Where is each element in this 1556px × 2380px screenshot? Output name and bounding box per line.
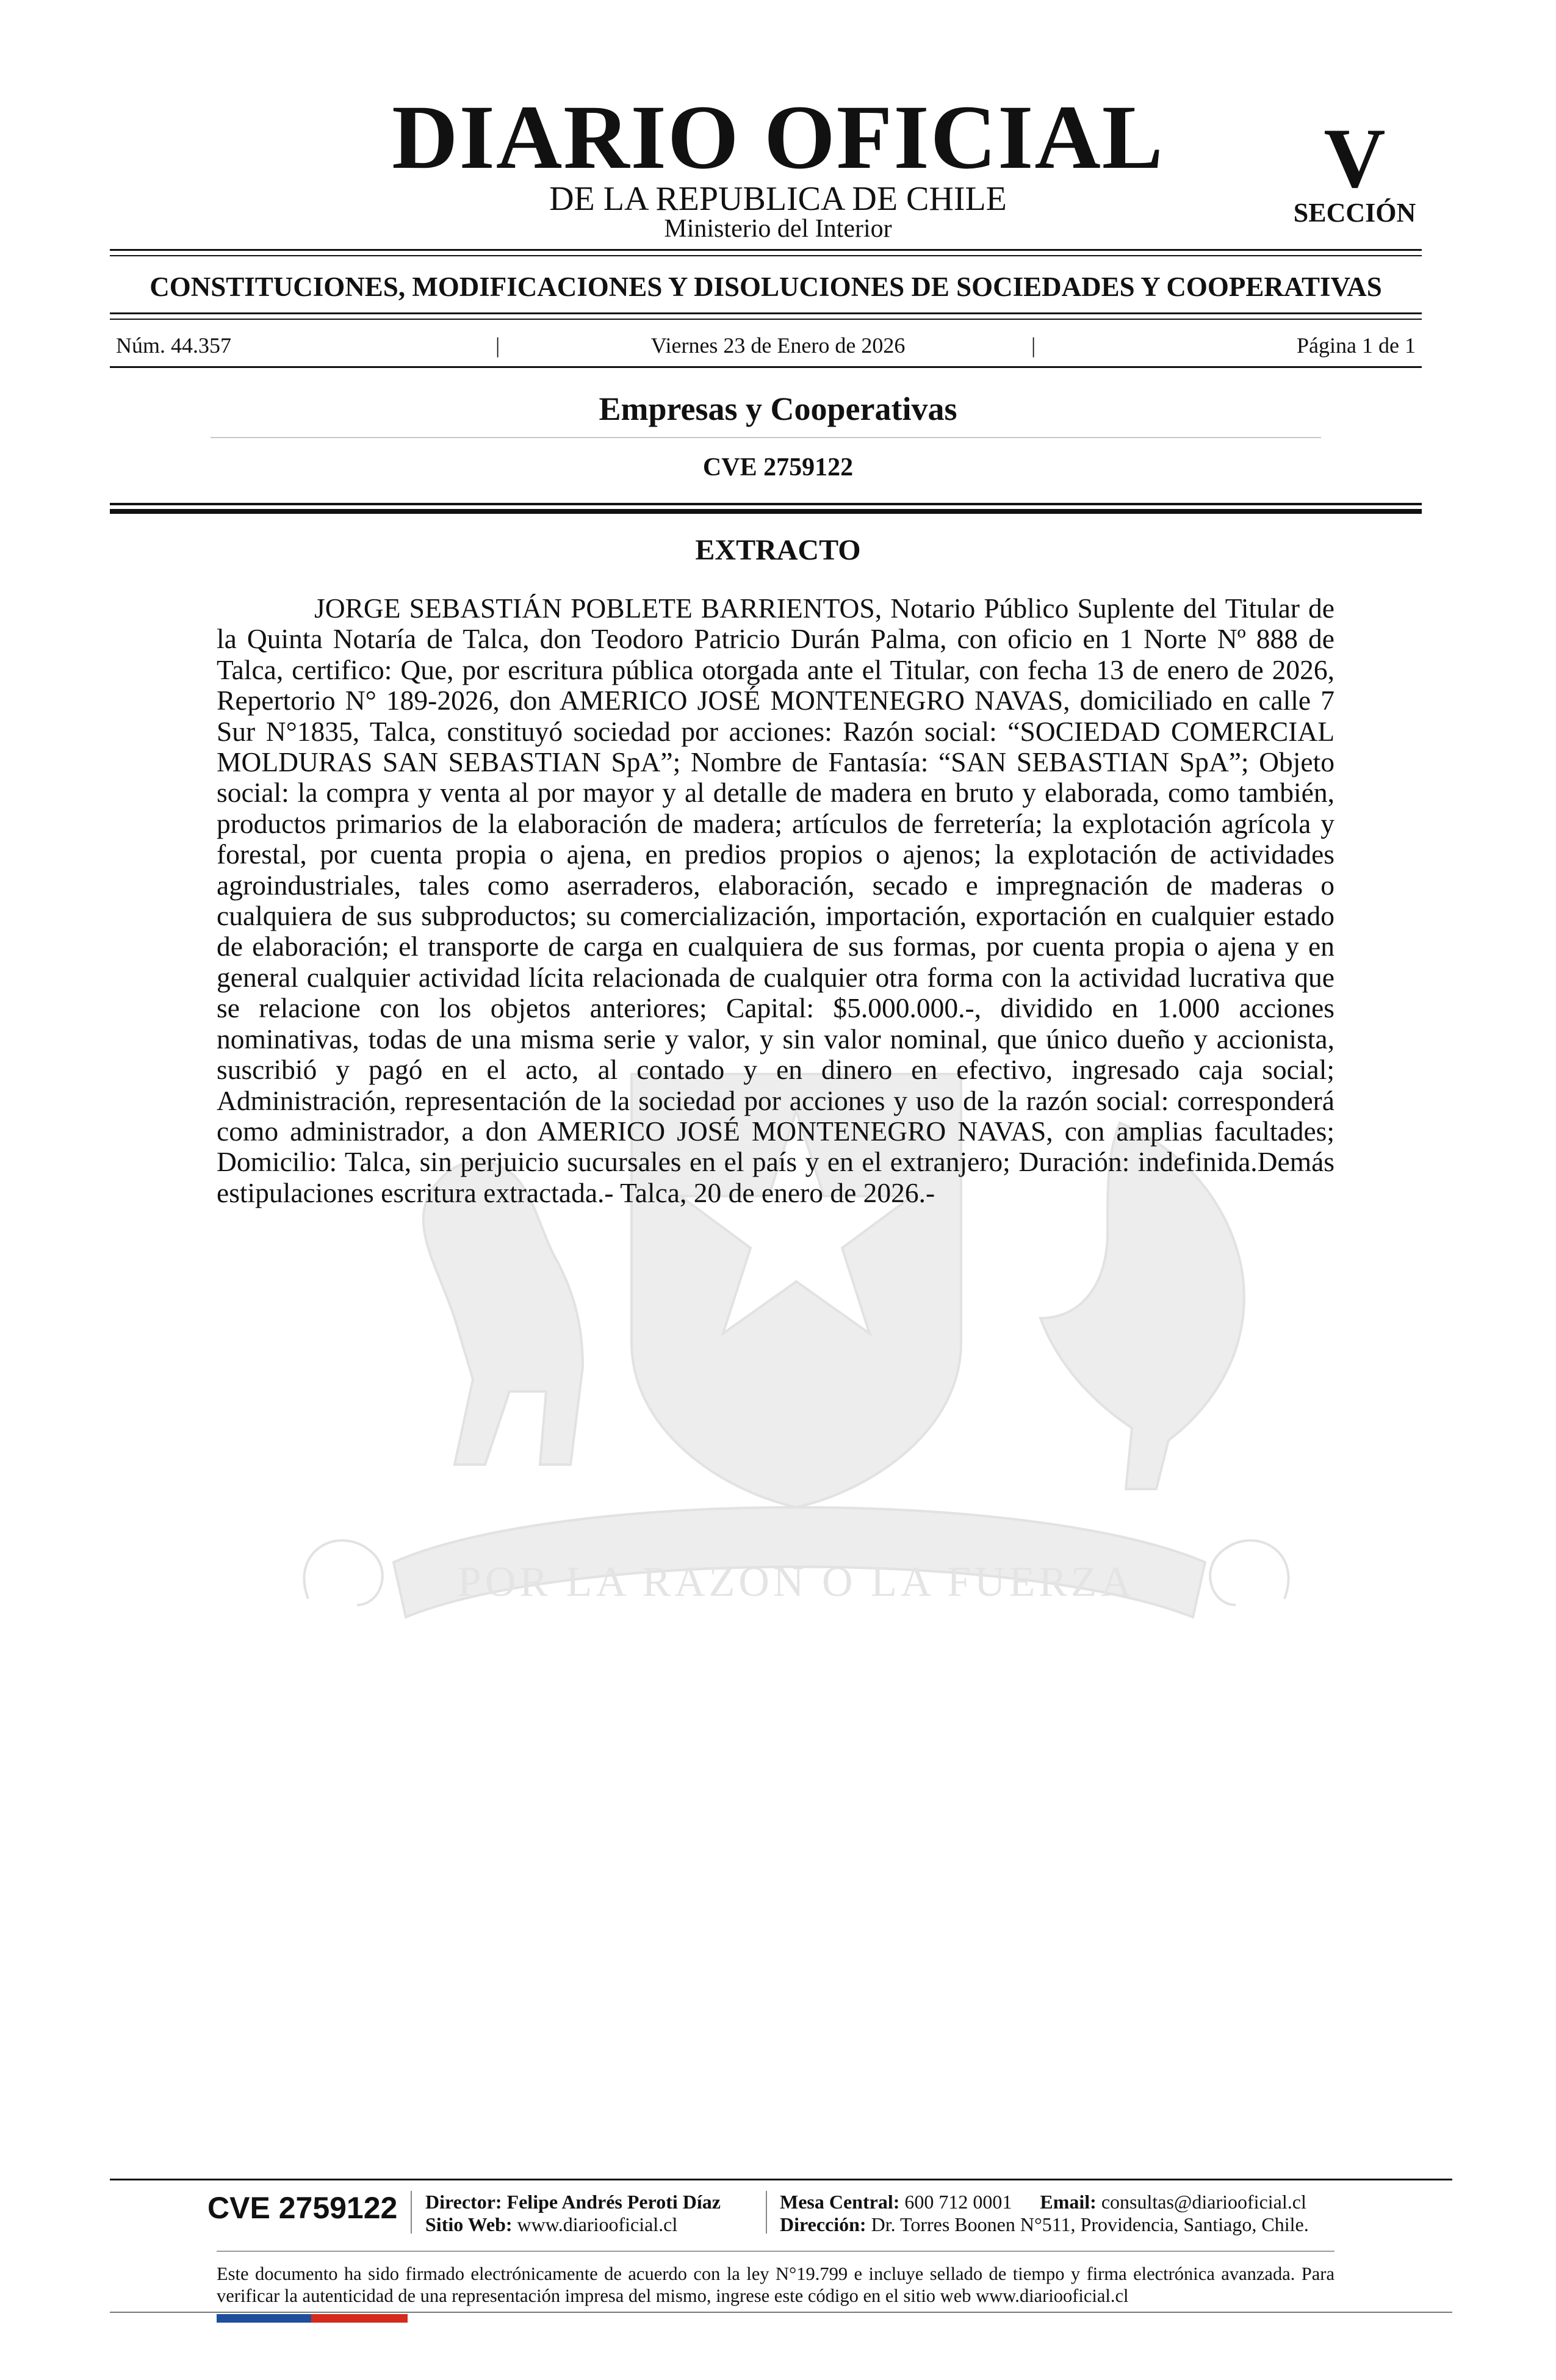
signature-note: Este documento ha sido firmado electrónicamente de acuerdo con la ley N°19.799 e incluye sellado de tiempo y firma electrónica avanzada. Para verificar la autenticidad de una representación impresa del mismo, ingrese este código en el sitio web www.diariooficial.cl [217, 2263, 1334, 2306]
divider [110, 366, 1422, 368]
section-heading: CONSTITUCIONES, MODIFICACIONES Y DISOLUCIONES DE SOCIEDADES Y COOPERATIVAS [149, 272, 1382, 302]
director-name: Felipe Andrés Peroti Díaz [506, 2191, 721, 2213]
website-label: Sitio Web: [425, 2213, 513, 2235]
category-title: Empresas y Cooperativas [599, 391, 957, 427]
footer-address [780, 2213, 1309, 2236]
page-number: Página 1 de 1 [1297, 333, 1416, 358]
footer-divider [110, 2179, 1452, 2180]
divider [766, 2191, 767, 2234]
footer-contact [780, 2191, 1306, 2213]
section-label: SECCIÓN [1293, 198, 1416, 228]
email-label: Email: [1040, 2191, 1097, 2213]
phone-value: 600 712 0001 [904, 2191, 1012, 2213]
divider [110, 255, 1422, 256]
address-label: Dirección: [780, 2213, 866, 2235]
website-link[interactable]: www.diariooficial.cl [517, 2213, 678, 2235]
email-link[interactable]: consultas@diariooficial.cl [1101, 2191, 1306, 2213]
footer-website [425, 2213, 677, 2236]
flag-stripe-red [311, 2314, 408, 2323]
divider [110, 249, 1422, 251]
separator: | [495, 333, 500, 358]
footer-divider [110, 2312, 1452, 2313]
footer-thin-divider [217, 2251, 1334, 2252]
phone-label: Mesa Central: [780, 2191, 900, 2213]
director-label: Director: [425, 2191, 502, 2213]
footer-cve: CVE 2759122 [207, 2191, 398, 2225]
footer-director [425, 2191, 721, 2213]
divider [110, 503, 1422, 505]
flag-stripe-blue [217, 2314, 311, 2323]
issue-date: Viernes 23 de Enero de 2026 [650, 333, 906, 358]
newspaper-title: DIARIO OFICIAL [392, 87, 1164, 188]
watermark-motto: POR LA RAZON O LA FUERZA [457, 1559, 1136, 1606]
issue-number: Núm. 44.357 [116, 333, 231, 358]
address-value: Dr. Torres Boonen N°511, Providencia, Santiago, Chile. [871, 2213, 1309, 2235]
document-body: JORGE SEBASTIÁN POBLETE BARRIENTOS, Notario Público Suplente del Titular de la Quinta Notaría de Talca, don Teodoro Patricio Durán Palma, con oficio en 1 Norte Nº 888 de Talca, certifico: Que, por escritura pública otorgada ante el Titular, con fecha 13 de enero de 2026, Repertorio N° 189-2026, don AMERICO JOSÉ MONTENEGRO NAVAS, domiciliado en calle 7 Sur N°1835, Talca, constituyó sociedad por acciones: Razón social: “SOCIEDAD COMERCIAL MOLDURAS SAN SEBASTIAN SpA”; Nombre de Fantasía: “SAN SEBASTIAN SpA”; Objeto social: la compra y venta al por mayor y al detalle de madera en bruto y elaborada, como también, productos primarios de la elaboración de madera; artículos de ferretería; la explotación agrícola y forestal, por cuenta propia o ajena, en predios propios o ajenos; la explotación de actividades agroindustriales, tales como aserraderos, elaboración, secado e impregnación de maderas o cualquiera de sus subproductos; su comercialización, importación, exportación en cualquier estado de elaboración; el transporte de carga en cualquiera de sus formas, por cuenta propia o ajena y en general cualquier actividad lícita relacionada de cualquier otra forma con la actividad lucrativa que se relacione con los objetos anteriores; Capital: $5.000.000.-, dividido en 1.000 acciones nominativas, todas de una misma serie y valor, y sin valor nominal, que único dueño y accionista, suscribió y pagó en el acto, al contado y en dinero en efectivo, ingresado caja social; Administración, representación de la sociedad por acciones y uso de la razón social: corresponderá como administrador, a don AMERICO JOSÉ MONTENEGRO NAVAS, con amplias facultades; Domicilio: Talca, sin perjuicio sucursales en el país y en el extranjero; Duración: indefinida.Demás estipulaciones escritura extractada.- Talca, 20 de enero de 2026.- [217, 593, 1334, 1208]
document-heading: EXTRACTO [695, 534, 861, 566]
divider [110, 319, 1422, 320]
separator: | [1031, 333, 1036, 358]
ministry-label: Ministerio del Interior [664, 215, 892, 243]
newspaper-subtitle: DE LA REPUBLICA DE CHILE [549, 180, 1007, 218]
divider [110, 312, 1422, 314]
section-number: V [1324, 111, 1386, 206]
divider [411, 2191, 412, 2234]
cve-code: CVE 2759122 [702, 453, 854, 481]
divider [211, 437, 1321, 438]
divider [110, 509, 1422, 514]
